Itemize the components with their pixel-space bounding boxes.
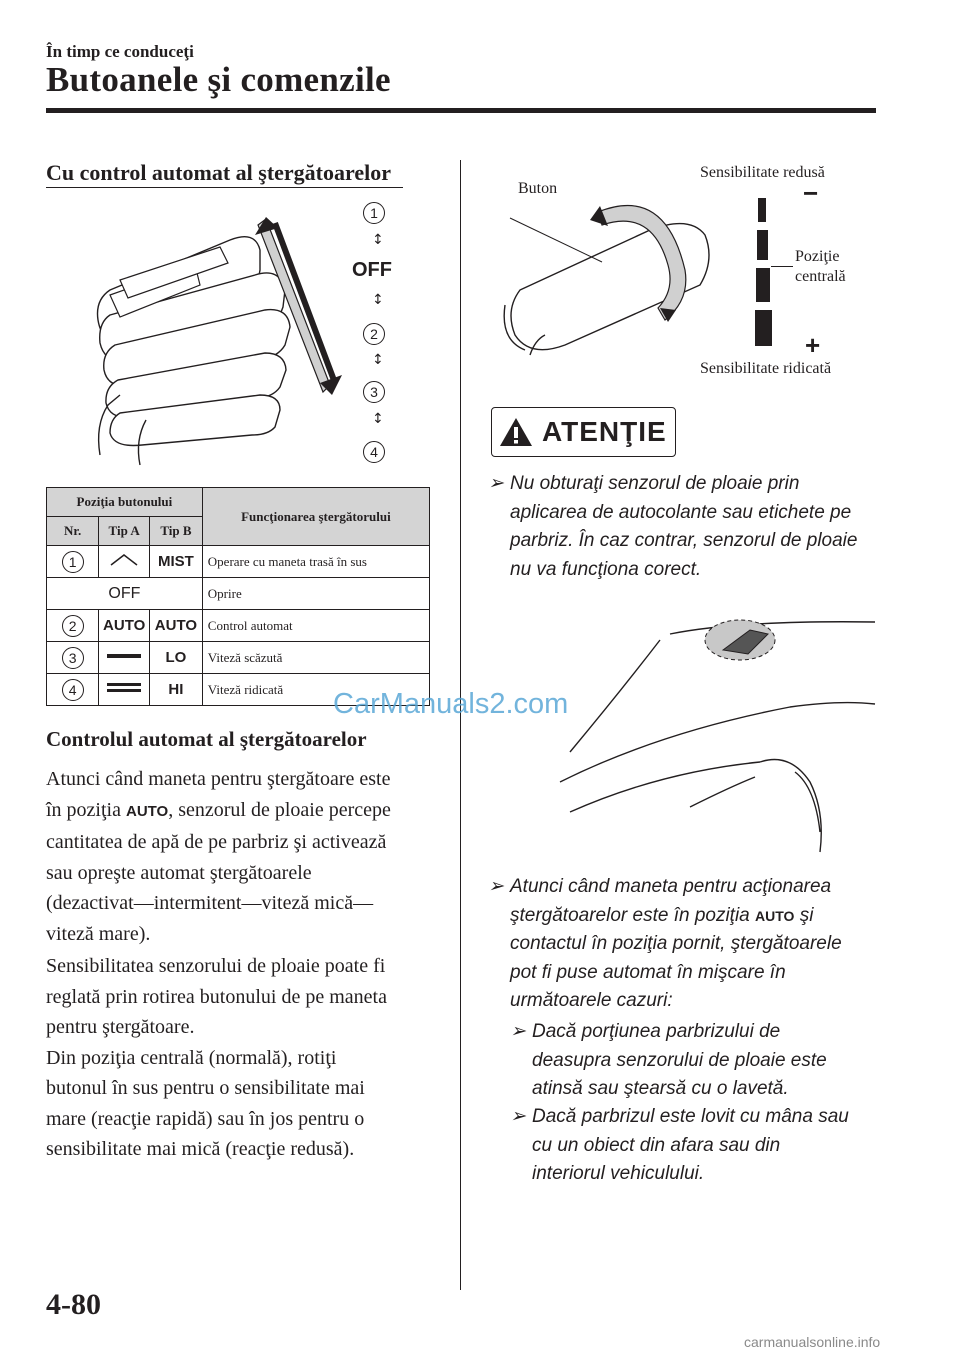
site-watermark: carmanualsonline.info <box>744 1334 881 1350</box>
table-row: OFF Oprire <box>47 578 430 610</box>
position-3-marker: 3 <box>363 381 385 403</box>
updown-arrow-icon: ↕ <box>372 352 384 368</box>
table-row: 4 HI Viteză ridicată <box>47 674 430 706</box>
column-divider <box>460 160 461 1290</box>
updown-arrow-icon: ↕ <box>372 411 384 427</box>
section-title: Cu control automat al ştergătoarelor <box>46 160 392 185</box>
warning-triangle-icon <box>498 416 534 448</box>
paragraph-1: Atunci când maneta pentru ştergătoare este în poziţia AUTO, senzorul de ploaie percepe cantitatea de apă de pe parbriz şi activează sau opreşte automat ştergătoarele (dezactivat—intermitent—viteză mică— viteză mare). <box>46 768 391 945</box>
high-speed-bar-icon <box>99 674 150 706</box>
table-col-nr: Nr. <box>47 517 99 546</box>
page-number: 4-80 <box>46 1288 101 1321</box>
subsection-title: Controlul automat al ştergătoarelor <box>46 727 367 751</box>
position-4-marker: 4 <box>363 441 385 463</box>
sensitivity-low-label: Sensibilitate redusă <box>700 164 825 181</box>
button-callout: Buton <box>518 180 558 197</box>
chapter-title: Butoanele şi comenzile <box>46 60 391 99</box>
plus-icon: + <box>805 330 821 360</box>
table-header-function: Funcţionarea ştergătorului <box>202 488 429 546</box>
bullet-arrow-icon: ➢ <box>510 1106 526 1127</box>
sub-bullet-2: ➢ Dacă parbrizul este lovit cu mâna sau cu un obiect din afara sau din interiorul vehiculului. <box>510 1103 849 1189</box>
bullet-arrow-icon: ➢ <box>510 1021 526 1042</box>
sub-bullet-1: ➢ Dacă porţiunea parbrizului de deasupra senzorului de ploaie este atinsă sau ştearsă cu o lavetă. <box>510 1018 827 1104</box>
minus-icon: − <box>803 178 819 208</box>
off-label: OFF <box>352 259 392 281</box>
sensitivity-scale-icon <box>752 194 782 350</box>
caution-box <box>491 407 676 457</box>
wiper-lever-positions-illustration <box>80 195 410 475</box>
sensitivity-knob-illustration <box>490 190 730 370</box>
wiper-position-table <box>46 487 430 706</box>
caution-title: ATENŢIE <box>542 416 667 447</box>
bullet-arrow-icon: ➢ <box>488 473 504 494</box>
auto-symbol: AUTO <box>125 802 169 820</box>
table-header-position: Poziţia butonului <box>47 488 203 517</box>
paragraph-2: Sensibilitatea senzorului de ploaie poate fi reglată prin rotirea butonului de pe maneta pentru ştergătoare. Din poziţia centrală (normală), rotiţi butonul în sus pentru o sensibilitate mai mare (reacţie rapidă) sau în jos pentru o sensibilitate mai mică (reacţie redusă). <box>46 955 387 1160</box>
watermark: CarManuals2.com <box>333 688 569 720</box>
table-col-tip-b: Tip B <box>150 517 203 546</box>
table-row: 2 AUTO AUTO Control automat <box>47 610 430 642</box>
center-position-label: Poziţie centrală <box>795 248 846 285</box>
updown-arrow-icon: ↕ <box>372 232 384 248</box>
position-2-marker: 2 <box>363 323 385 345</box>
table-col-tip-a: Tip A <box>99 517 150 546</box>
bullet-arrow-icon: ➢ <box>488 876 504 897</box>
sensitivity-high-label: Sensibilitate ridicată <box>700 360 832 377</box>
caution-bullet: ➢ Nu obturaţi senzorul de ploaie prin aplicarea de autocolante sau etichete pe parbriz. În caz contrar, senzorul de ploaie nu va funcţiona corect. <box>488 470 857 584</box>
running-header: În timp ce conduceţi <box>46 42 194 61</box>
section-underline <box>46 187 403 188</box>
mist-wiper-icon <box>99 546 150 578</box>
windshield-sensor-illustration <box>540 612 880 857</box>
position-1-marker: 1 <box>363 202 385 224</box>
updown-arrow-icon: ↕ <box>372 292 384 308</box>
header-rule <box>46 108 876 113</box>
table-row: 1 MIST Operare cu maneta trasă în sus <box>47 546 430 578</box>
note-bullet: ➢ Atunci când maneta pentru acţionarea ştergătoarelor este în poziţia AUTO şi contactul în poziţia pornit, ştergătoarele pot fi puse automat în mişcare în următoarele cazuri: <box>488 873 842 1016</box>
low-speed-bar-icon <box>99 642 150 674</box>
table-row: 3 LO Viteză scăzută <box>47 642 430 674</box>
auto-symbol: AUTO <box>755 907 795 924</box>
